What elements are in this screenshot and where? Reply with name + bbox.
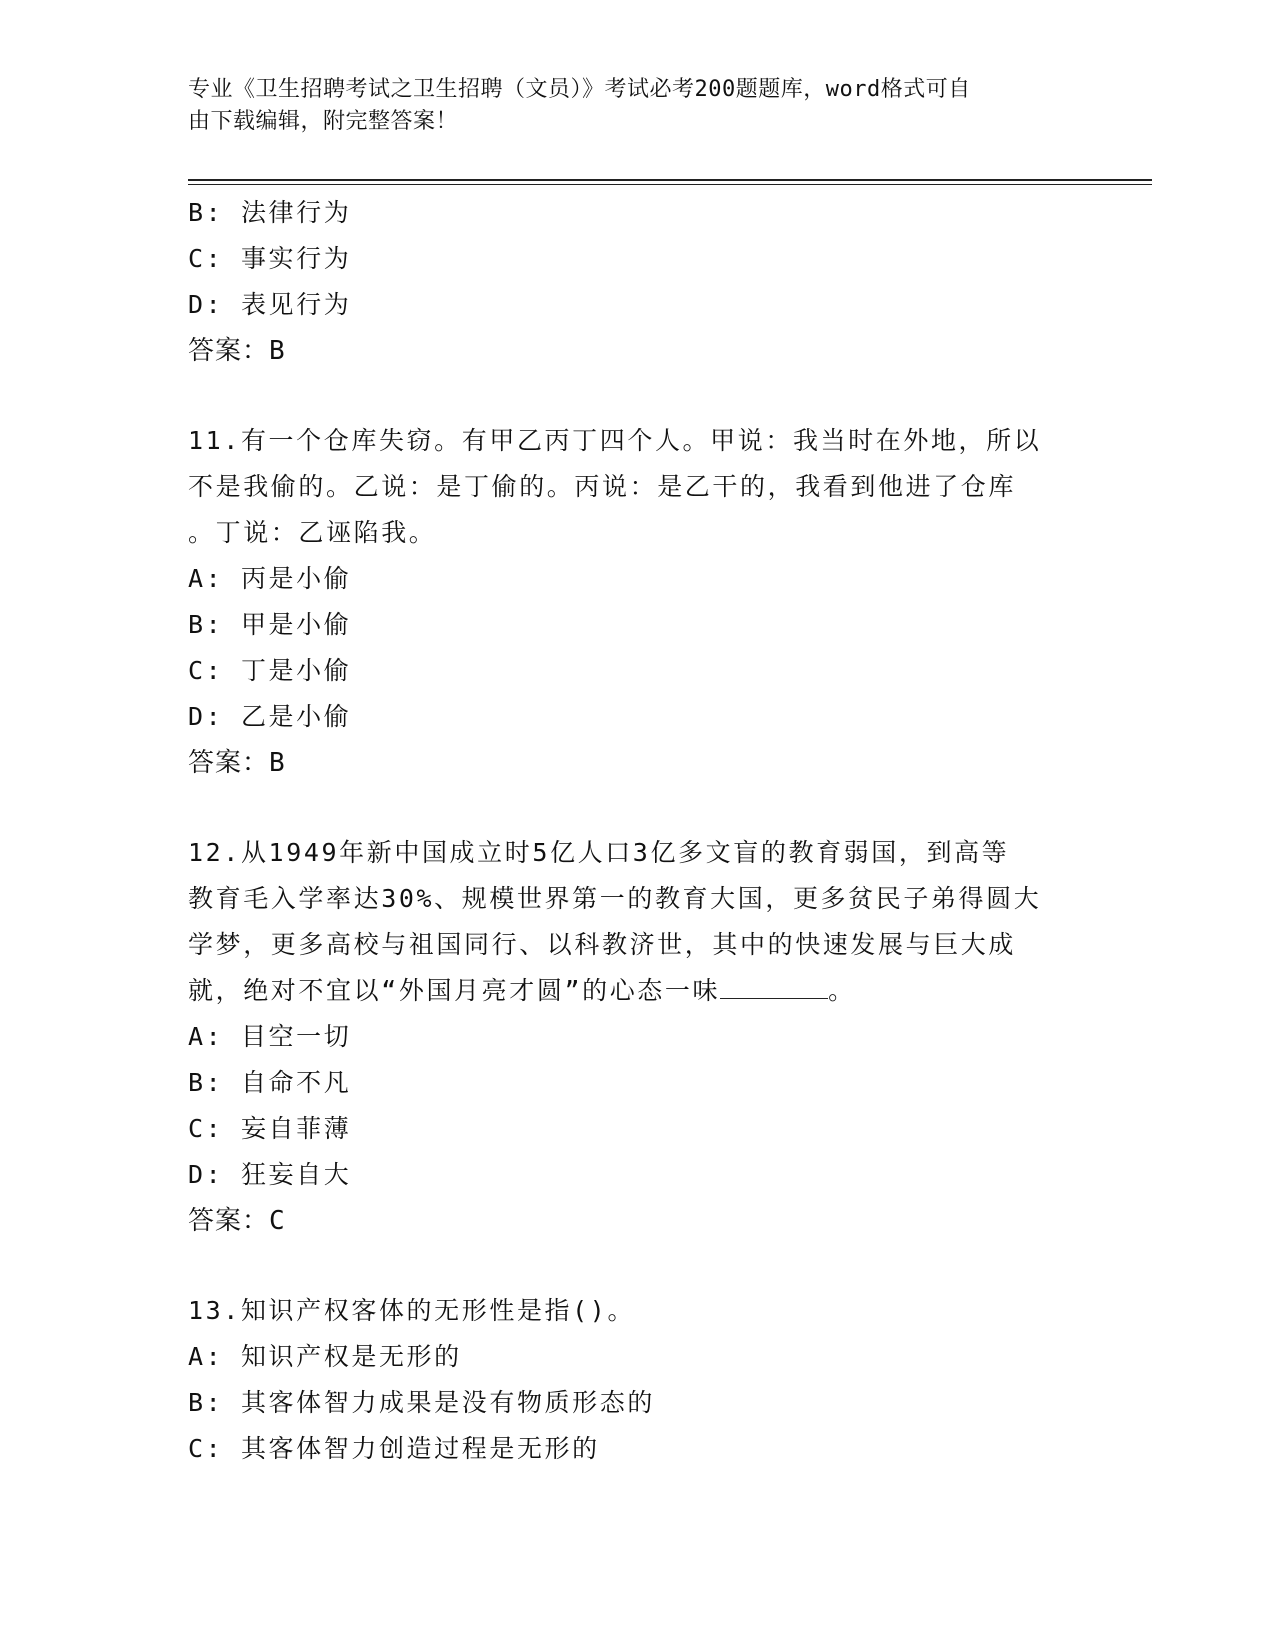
question-10 <box>188 190 1088 374</box>
option-c: C: 事实行为 <box>188 244 352 273</box>
option-a: A: 知识产权是无形的 <box>188 1342 462 1371</box>
answer-label: 答案：B <box>188 336 286 366</box>
question-text-line: 12.从1949年新中国成立时5亿人口3亿多文盲的教育弱国，到高等 <box>188 838 1010 867</box>
option-b: B: 法律行为 <box>188 198 352 227</box>
option-b: B: 甲是小偷 <box>188 610 352 639</box>
header-divider-thick <box>188 179 1152 181</box>
question-list <box>188 190 1088 1472</box>
question-text-line: 13.知识产权客体的无形性是指()。 <box>188 1296 636 1325</box>
option-b: B: 自命不凡 <box>188 1068 352 1097</box>
question-text-line: 11.有一个仓库失窃。有甲乙丙丁四个人。甲说：我当时在外地，所以 <box>188 426 1042 455</box>
question-text-segment: 。 <box>828 976 856 1005</box>
header-title-line-1: 专业《卫生招聘考试之卫生招聘（文员）》考试必考200题题库，word格式可自 <box>188 77 971 102</box>
question-spacer <box>188 786 1088 830</box>
answer-label: 答案：B <box>188 748 286 778</box>
fill-in-blank <box>720 978 828 999</box>
question-text-line: 不是我偷的。乙说：是丁偷的。丙说：是乙干的，我看到他进了仓库 <box>188 472 1017 501</box>
question-11 <box>188 418 1088 786</box>
header-divider-thin <box>188 184 1152 185</box>
question-text-line-with-blank <box>188 968 1088 1014</box>
question-spacer <box>188 1244 1088 1288</box>
option-c: C: 丁是小偷 <box>188 656 352 685</box>
option-c: C: 其客体智力创造过程是无形的 <box>188 1434 600 1463</box>
answer-label: 答案：C <box>188 1206 286 1236</box>
header-title-line-2: 由下载编辑，附完整答案！ <box>188 109 459 134</box>
question-text-line: 学梦，更多高校与祖国同行、以科教济世，其中的快速发展与巨大成 <box>188 930 1017 959</box>
document-header <box>188 74 1088 138</box>
option-a: A: 目空一切 <box>188 1022 352 1051</box>
option-d: D: 表见行为 <box>188 290 352 319</box>
question-text-segment: 就，绝对不宜以“外国月亮才圆”的心态一味 <box>188 976 721 1005</box>
question-text-line: 。丁说：乙诬陷我。 <box>188 518 437 547</box>
question-12 <box>188 830 1088 1244</box>
question-text-line: 教育毛入学率达30%、规模世界第一的教育大国，更多贫民子弟得圆大 <box>188 884 1042 913</box>
question-spacer <box>188 374 1088 418</box>
option-d: D: 乙是小偷 <box>188 702 352 731</box>
question-13 <box>188 1288 1088 1472</box>
option-b: B: 其客体智力成果是没有物质形态的 <box>188 1388 655 1417</box>
option-a: A: 丙是小偷 <box>188 564 352 593</box>
option-d: D: 狂妄自大 <box>188 1160 352 1189</box>
option-c: C: 妄自菲薄 <box>188 1114 352 1143</box>
